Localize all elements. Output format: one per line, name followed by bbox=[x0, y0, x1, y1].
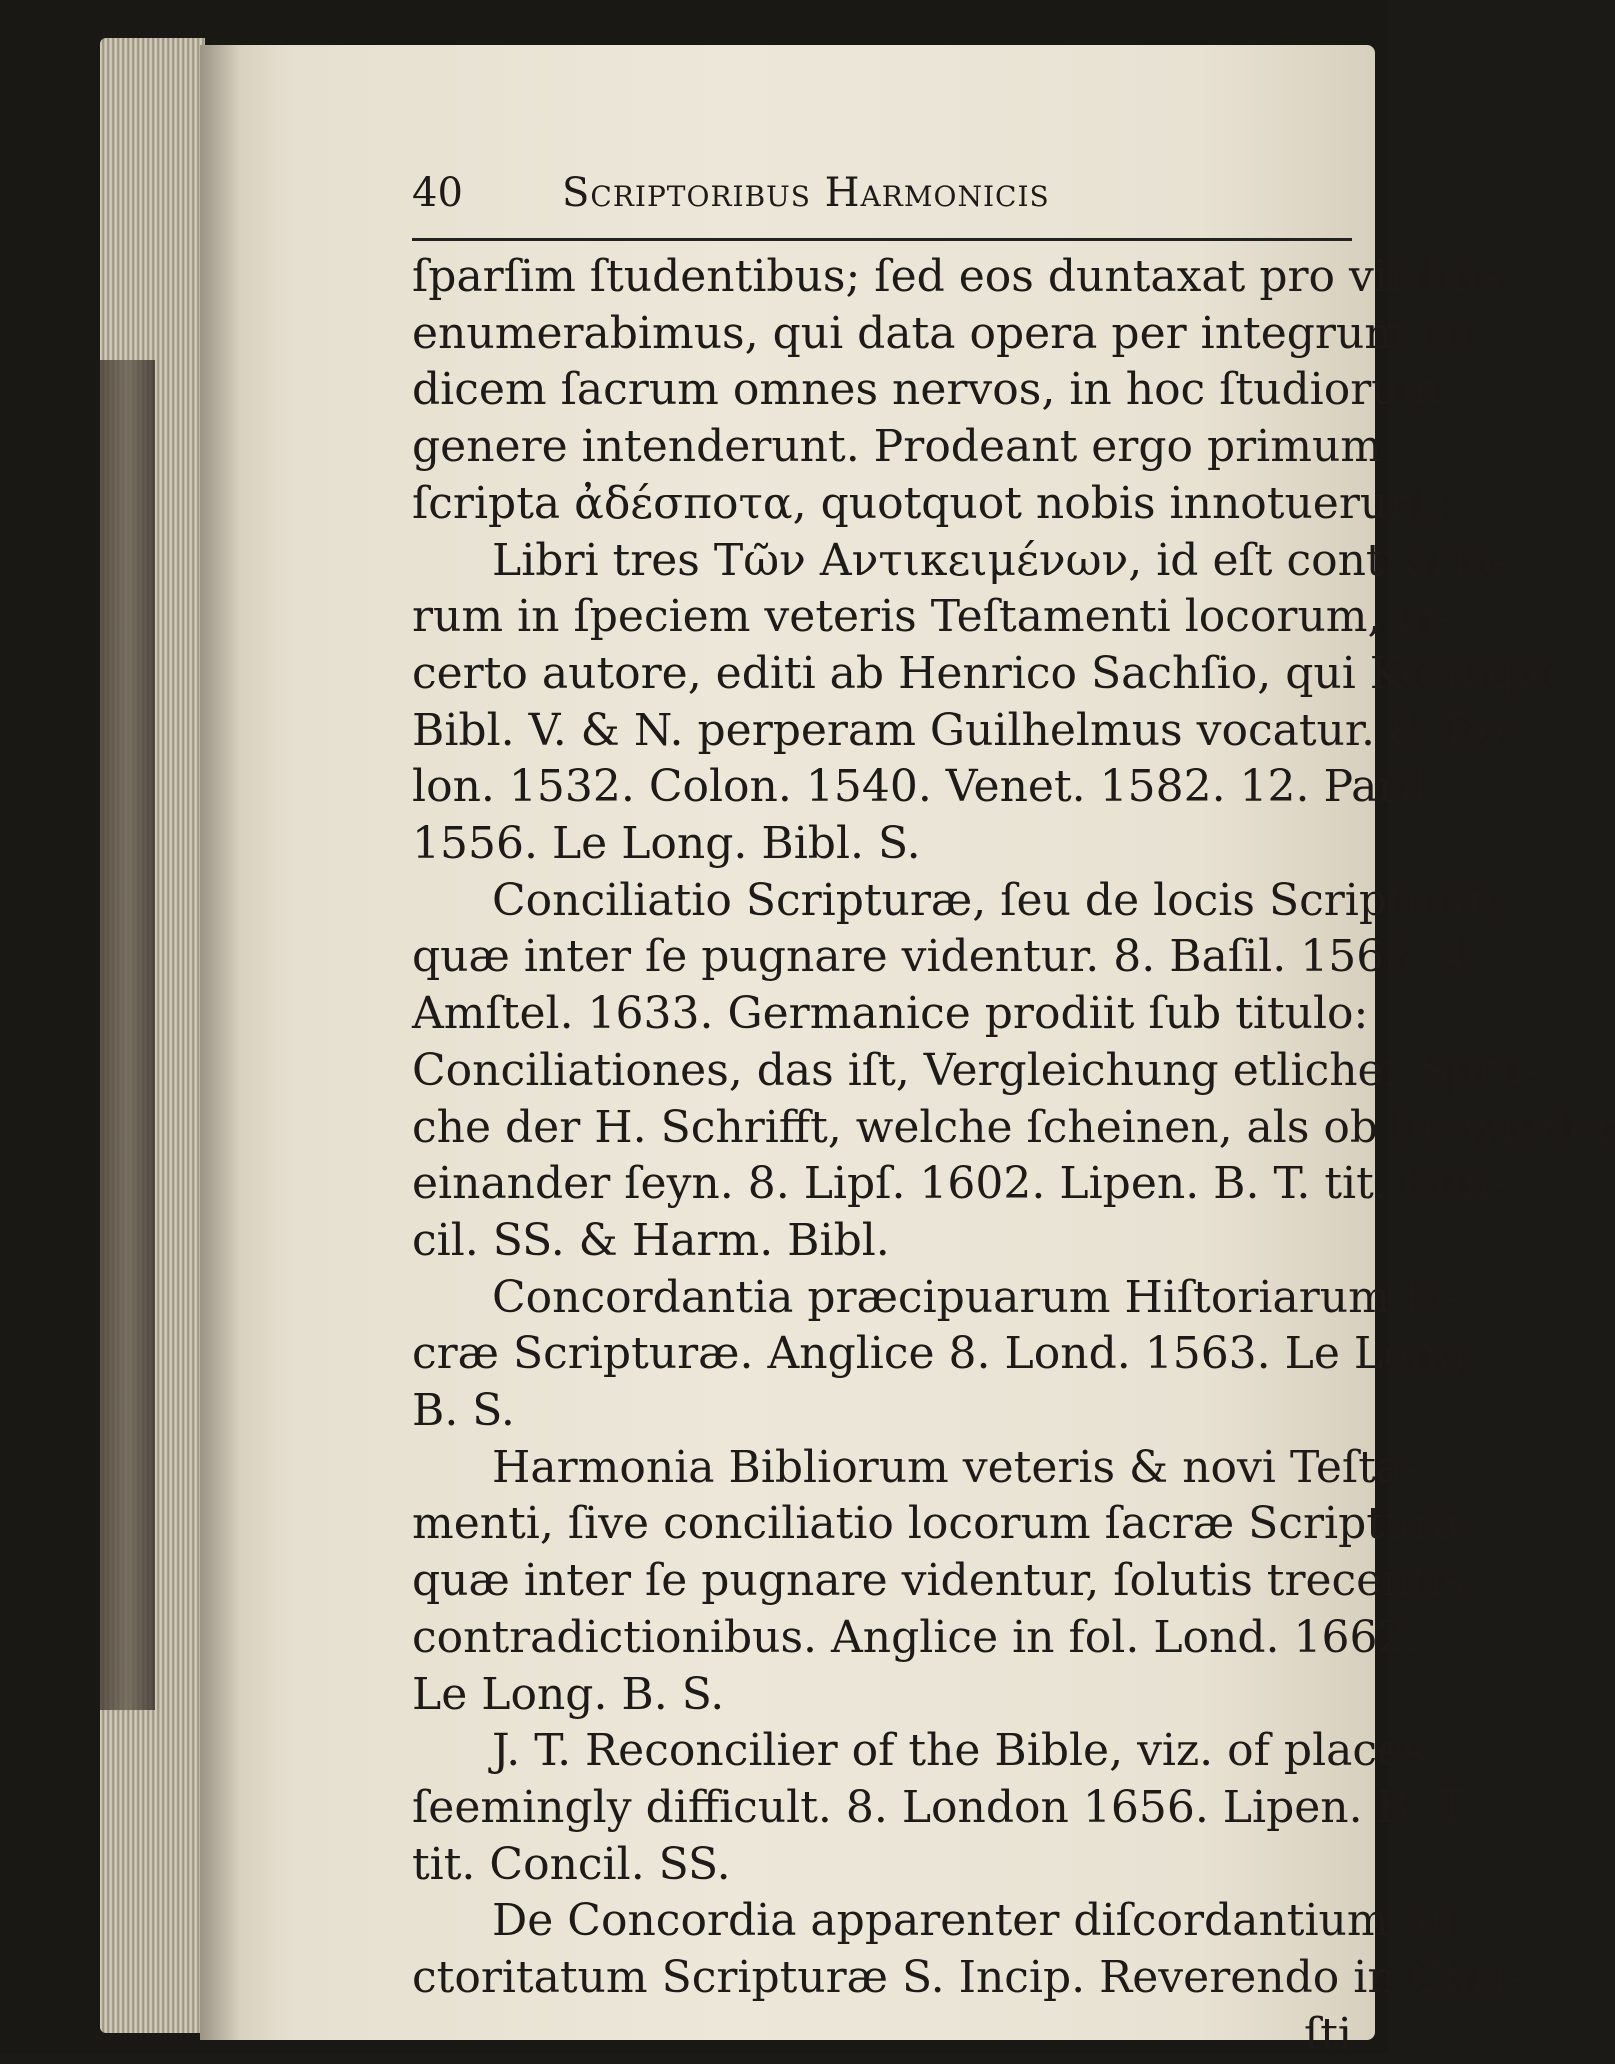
text-line: ctoritatum Scripturæ S. Incip. Reverendo in Chri- bbox=[412, 1952, 1522, 2004]
text-line: B. S. bbox=[412, 1385, 515, 1437]
text-line: Conciliationes, das iſt, Vergleichung etlicher Sprü- bbox=[412, 1044, 1542, 1096]
text-line: J. T. Reconcilier of the Bible, viz. of places bbox=[492, 1725, 1426, 1777]
text-line: Conciliatio Scripturæ, ſeu de locis Scripturæ, bbox=[492, 874, 1510, 926]
text-line: enumerabimus, qui data opera per integrum co- bbox=[412, 307, 1487, 359]
text-line: Concordantia præcipuarum Hiſtoriarum ſa- bbox=[492, 1271, 1462, 1323]
text-line: cræ Scripturæ. Anglice 8. Lond. 1563. Le Long bbox=[412, 1328, 1467, 1380]
page-text-block bbox=[412, 170, 1615, 2064]
text-line: contradictionibus. Anglice in fol. Lond. 1662. bbox=[412, 1611, 1420, 1663]
text-line: rum in ſpeciem veteris Teſtamenti locorum, in- bbox=[412, 591, 1453, 643]
text-line: tit. Concil. SS. bbox=[412, 1838, 731, 1890]
text-line: ſcripta ἀδέσποτα, quotquot nobis innotuerunt: bbox=[412, 477, 1450, 529]
text-line: quæ inter ſe pugnare videntur, ſolutis trecentis bbox=[412, 1555, 1465, 1607]
text-line: lon. 1532. Colon. 1540. Venet. 1582. 12. Pariſ. bbox=[412, 761, 1443, 813]
text-line: De Concordia apparenter diſcordantium au- bbox=[492, 1895, 1473, 1947]
text-line: menti, ſive conciliatio locorum ſacræ Scripturæ, bbox=[412, 1498, 1489, 1550]
text-line: cil. SS. & Harm. Bibl. bbox=[412, 1214, 890, 1266]
text-line: genere intenderunt. Prodeant ergo primum bbox=[412, 421, 1383, 473]
book-cover-spine bbox=[100, 360, 155, 1710]
text-line: 1556. Le Long. Bibl. S. bbox=[412, 818, 921, 870]
text-line: Amſtel. 1633. Germanice prodiit ſub titulo: bbox=[412, 988, 1369, 1040]
text-line: certo autore, editi ab Henrico Sachſio, qui Kœnigio bbox=[412, 647, 1557, 699]
text-line: Bibl. V. & N. perperam Guilhelmus vocatur. 8. Bo- bbox=[412, 704, 1519, 756]
body-text bbox=[412, 249, 1615, 2007]
text-line: ſeemingly difficult. 8. London 1656. Lipen. B. T. bbox=[412, 1781, 1474, 1833]
text-line: quæ inter ſe pugnare videntur. 8. Baſil. 1563. 4. bbox=[412, 931, 1483, 983]
text-line: ſparſim ſtudentibus; ſed eos duntaxat pro viribus bbox=[412, 251, 1503, 302]
page-number: 40 bbox=[412, 170, 463, 216]
page-gutter-shadow bbox=[200, 45, 240, 2040]
page-header bbox=[412, 170, 1352, 241]
text-line: Harmonia Bibliorum veteris & novi Teſta- bbox=[492, 1441, 1417, 1493]
text-line: che der H. Schrifft, welche ſcheinen, als ob ſie wieder bbox=[412, 1101, 1615, 1153]
text-line: einander ſeyn. 8. Lipſ. 1602. Lipen. B. T. tit. Con- bbox=[412, 1158, 1506, 1210]
text-line: Libri tres Τῶν Αντικειμένων, id eſt contrario- bbox=[492, 534, 1508, 586]
running-head: Scriptoribus Harmonicis bbox=[562, 170, 1050, 216]
text-line: Le Long. B. S. bbox=[412, 1668, 725, 1720]
catchword: ſti bbox=[1303, 2008, 1352, 2060]
text-line: dicem ſacrum omnes nervos, in hoc ſtudiorum bbox=[412, 364, 1442, 416]
